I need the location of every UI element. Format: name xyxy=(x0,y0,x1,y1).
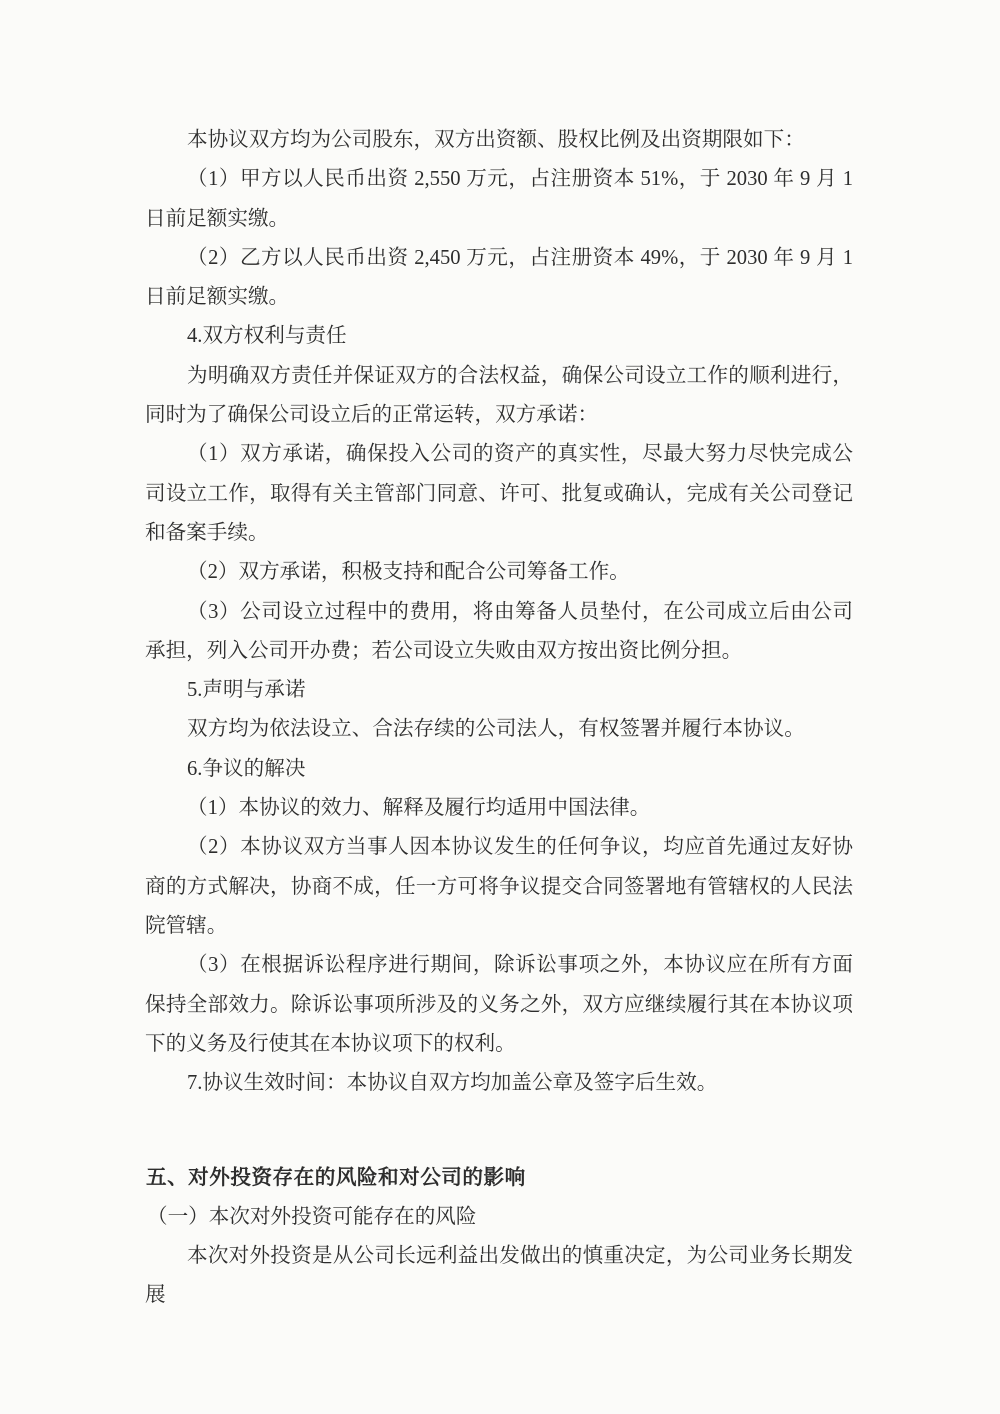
paragraph: 6.争议的解决 xyxy=(187,757,306,780)
paragraph: （2）乙方以人民币出资 2,450 万元，占注册资本 49%，于 2030 年 9 月 1 日前足额实缴。 xyxy=(145,246,853,309)
paragraph: 为明确双方责任并保证双方的合法权益，确保公司设立工作的顺利进行，同时为了确保公司设立后的正常运转，双方承诺： xyxy=(145,364,853,427)
paragraph: （2）双方承诺，积极支持和配合公司筹备工作。 xyxy=(187,561,630,584)
paragraph: 本协议双方均为公司股东，双方出资额、股权比例及出资期限如下： xyxy=(187,129,805,151)
sub-heading: （一）本次对外投资可能存在的风险 xyxy=(147,1205,477,1228)
paragraph: （1）本协议的效力、解释及履行均适用中国法律。 xyxy=(187,797,651,820)
paragraph: 5.声明与承诺 xyxy=(187,679,306,702)
paragraph: 4.双方权利与责任 xyxy=(187,325,347,348)
paragraph: 双方均为依法设立、合法存续的公司法人，有权签署并履行本协议。 xyxy=(187,718,805,741)
paragraph: （1）甲方以人民币出资 2,550 万元，占注册资本 51%，于 2030 年 9 月 1 日前足额实缴。 xyxy=(145,168,853,230)
paragraph: （3）公司设立过程中的费用，将由筹备人员垫付，在公司成立后由公司承担，列入公司开办费；若公司设立失败由双方按出资比例分担。 xyxy=(145,600,853,662)
paragraph: （3）在根据诉讼程序进行期间，除诉讼事项之外，本协议应在所有方面保持全部效力。除诉讼事项所涉及的义务之外，双方应继续履行其在本协议项下的义务及行使其在本协议项下的权利。 xyxy=(145,954,853,1055)
paragraph: 本次对外投资是从公司长远利益出发做出的慎重决定，为公司业务长期发展 xyxy=(145,1245,853,1307)
paragraph: 7.协议生效时间：本协议自双方均加盖公章及签字后生效。 xyxy=(187,1072,718,1095)
section-heading: 五、对外投资存在的风险和对公司的影响 xyxy=(146,1166,526,1190)
paragraph: （1）双方承诺，确保投入公司的资产的真实性，尽最大努力尽快完成公司设立工作，取得有关主管部门同意、许可、批复或确认，完成有关公司登记和备案手续。 xyxy=(145,443,853,544)
paragraph: （2）本协议双方当事人因本协议发生的任何争议，均应首先通过友好协商的方式解决，协商不成，任一方可将争议提交合同签署地有管辖权的人民法院管辖。 xyxy=(145,836,853,937)
document-body xyxy=(145,121,853,1316)
